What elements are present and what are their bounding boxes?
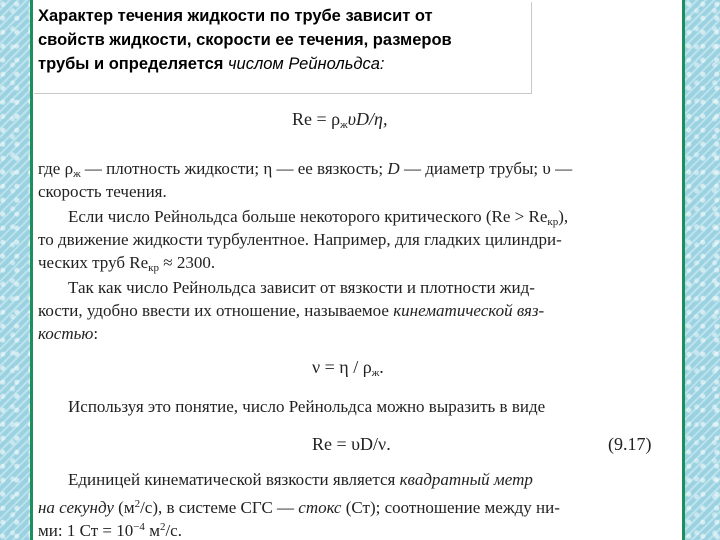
- para5-l2-sup: 2: [134, 498, 141, 510]
- para3-line-1: Так как число Рейнольдса зависит от вязкости и плотности жид-: [68, 278, 535, 297]
- header-line-2: свойств жидкости, скорости ее течения, размеров: [38, 31, 452, 49]
- para3-l3-b: :: [93, 324, 99, 343]
- para5-line-3: [38, 516, 182, 540]
- para3-line-3: [38, 323, 98, 345]
- para5-l2-b: /с), в системе СГС —: [140, 498, 299, 517]
- para2-l3-b: ≈ 2300.: [159, 253, 216, 272]
- para3-l3-italic: костью: [38, 324, 94, 343]
- slide-left-border: [30, 0, 33, 540]
- header-line-1: Характер течения жидкости по трубе зависит от: [38, 7, 433, 25]
- para2-l1-a: Если число Рейнольдса больше некоторого критического (Re > Re: [68, 207, 548, 226]
- formula-kinematic-viscosity: [312, 356, 384, 384]
- formula2-end: .: [379, 357, 384, 377]
- formula-reynolds-rhs: υD/η,: [347, 109, 388, 129]
- formula-reynolds-sub: ж: [340, 119, 348, 131]
- para1-l1-d: D: [387, 159, 400, 178]
- para5-l2-a: (м: [113, 498, 135, 517]
- para5-l2-italic-2: стокс: [298, 498, 342, 517]
- header-line-3: [38, 52, 531, 76]
- para5-l3-sup2: 2: [159, 521, 166, 533]
- para2-l3-sub: кр: [148, 262, 160, 274]
- para5-l2-italic: на секунду: [38, 498, 114, 517]
- para5-line-1: [68, 469, 533, 491]
- para1-line-2: скорость течения.: [38, 182, 167, 201]
- formula-number: (9.17): [608, 434, 652, 454]
- para5-l3-c: /с.: [165, 521, 182, 540]
- para5-l1-a: Единицей кинематической вязкости является: [68, 470, 400, 489]
- para2-l3-a: ческих труб Re: [38, 253, 149, 272]
- slide-right-border: [682, 0, 685, 540]
- para1-l1-a: где ρ: [38, 159, 74, 178]
- para5-l3-a: ми: 1 Ст = 10: [38, 521, 134, 540]
- header-line-3-bold: трубы и определяется: [38, 55, 228, 73]
- para2-l1-b: ),: [558, 207, 569, 226]
- para3-l2-a: кости, удобно ввести их отношение, называемое: [38, 301, 394, 320]
- scanned-text-area: [34, 96, 680, 540]
- para5-l3-b: м: [144, 521, 160, 540]
- formula2-sub: ж: [371, 367, 380, 379]
- formula-reynolds: [292, 108, 387, 136]
- para3-l2-italic: кинематической вяз-: [393, 301, 545, 320]
- slide-page: [30, 0, 685, 540]
- para5-l2-c: (Ст); соотношение между ни-: [341, 498, 560, 517]
- para1-l1-c: — диаметр трубы; υ —: [399, 159, 573, 178]
- header-text-block: [34, 2, 532, 94]
- para2-line-2: то движение жидкости турбулентное. Например, для гладких цилиндри-: [38, 230, 562, 249]
- formula2-lhs: ν = η / ρ: [312, 357, 372, 377]
- para2-line-3: [38, 252, 215, 279]
- para1-l1-sub: ж: [73, 168, 81, 180]
- para2-l1-sub: кр: [547, 216, 559, 228]
- para1-l1-b: — плотность жидкости; η — ее вязкость;: [80, 159, 388, 178]
- formula-reynolds-kinematic: Re = υD/ν.: [312, 434, 391, 454]
- para3-line-2: [38, 300, 544, 322]
- para5-l3-sup: −4: [133, 521, 145, 533]
- header-line-3-italic: числом Рейнольдса:: [227, 55, 385, 73]
- formula-reynolds-lhs: Re = ρ: [292, 109, 341, 129]
- para5-l1-italic: квадратный метр: [399, 470, 533, 489]
- para4-line-1: Используя это понятие, число Рейнольдса можно выразить в виде: [68, 397, 546, 416]
